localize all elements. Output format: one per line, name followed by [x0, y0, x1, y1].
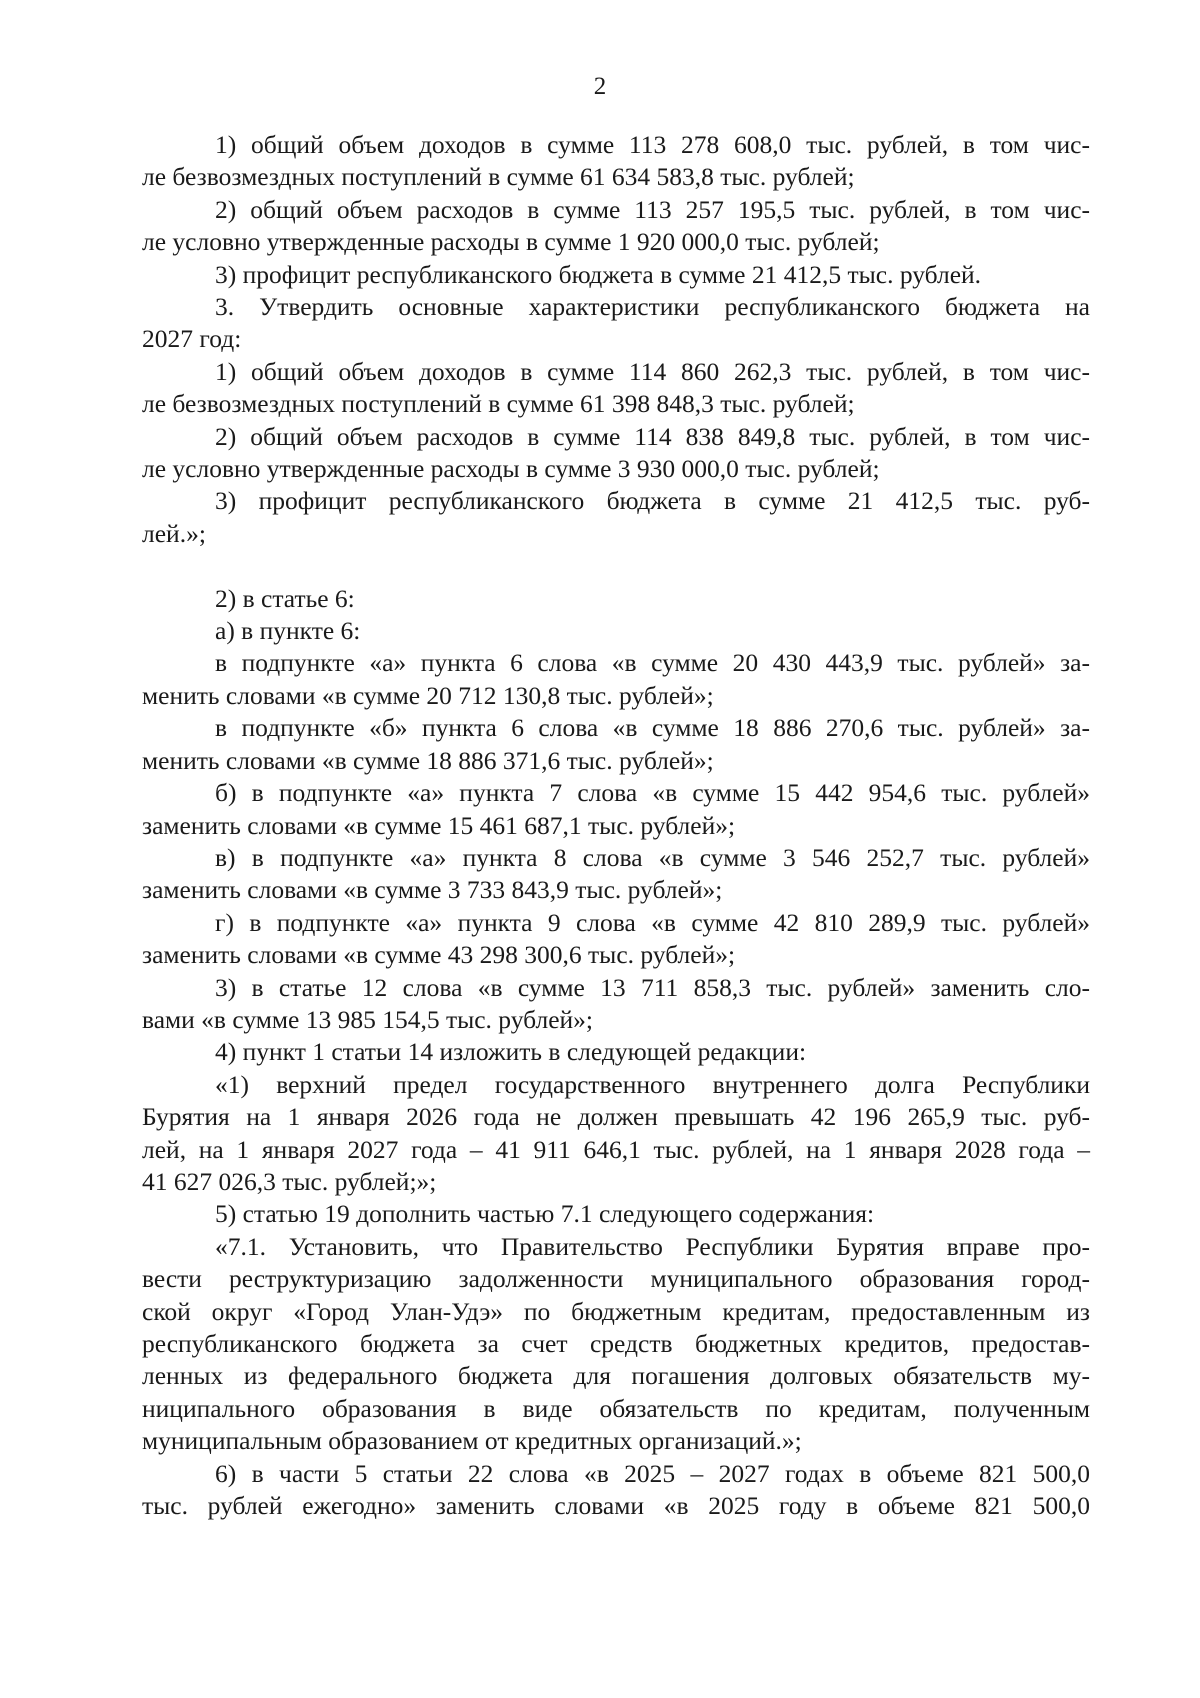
page-number: 2	[593, 73, 607, 100]
text-line: а) в пункте 6:	[215, 616, 361, 646]
text-line: тыс. рублей ежегодно» заменить словами «в 2025 году в объеме 821 500,0	[142, 1491, 1090, 1521]
text-line: вести реструктуризацию задолженности муниципального образования город-	[142, 1264, 1090, 1294]
text-line: б) в подпункте «а» пункта 7 слова «в сумме 15 442 954,6 тыс. рублей»	[215, 778, 1090, 808]
text-line: муниципальным образованием от кредитных организаций.»;	[142, 1426, 802, 1456]
text-line: заменить словами «в сумме 43 298 300,6 тыс. рублей»;	[142, 940, 736, 970]
text-line: 3) профицит республиканского бюджета в сумме 21 412,5 тыс. рублей.	[215, 259, 982, 289]
text-line: 1) общий объем доходов в сумме 113 278 608,0 тыс. рублей, в том чис-	[215, 130, 1090, 159]
text-line: заменить словами «в сумме 3 733 843,9 тыс. рублей»;	[142, 875, 723, 905]
text-line: 2) общий объем расходов в сумме 114 838 849,8 тыс. рублей, в том чис-	[215, 421, 1090, 451]
text-line: лей.»;	[142, 518, 206, 548]
text-line: «7.1. Установить, что Правительство Республики Бурятия вправе про-	[215, 1231, 1090, 1261]
text-line: вами «в сумме 13 985 154,5 тыс. рублей»;	[142, 1004, 593, 1034]
paragraph-gap	[142, 550, 1090, 582]
text-line: 1) общий объем доходов в сумме 114 860 262,3 тыс. рублей, в том чис-	[215, 356, 1090, 386]
text-line: ленных из федерального бюджета для погашения долговых обязательств му-	[142, 1361, 1090, 1391]
text-line: менить словами «в сумме 20 712 130,8 тыс. рублей»;	[142, 680, 714, 710]
text-line: 41 627 026,3 тыс. рублей;»;	[142, 1166, 437, 1196]
text-line: в) в подпункте «а» пункта 8 слова «в сумме 3 546 252,7 тыс. рублей»	[215, 842, 1090, 872]
text-line: 4) пункт 1 статьи 14 изложить в следующей редакции:	[215, 1037, 807, 1067]
text-line: 6) в части 5 статьи 22 слова «в 2025 – 2027 годах в объеме 821 500,0	[215, 1458, 1090, 1488]
text-line: 5) статью 19 дополнить частью 7.1 следующего содержания:	[215, 1199, 875, 1229]
text-line: ле безвозмездных поступлений в сумме 61 634 583,8 тыс. рублей;	[142, 162, 855, 192]
text-line: г) в подпункте «а» пункта 9 слова «в сумме 42 810 289,9 тыс. рублей»	[215, 907, 1090, 937]
text-line: ле условно утвержденные расходы в сумме 3 930 000,0 тыс. рублей;	[142, 454, 880, 484]
text-line: 3) в статье 12 слова «в сумме 13 711 858,3 тыс. рублей» заменить сло-	[215, 972, 1090, 1002]
text-line: 2027 год:	[142, 324, 242, 354]
text-line: лей, на 1 января 2027 года – 41 911 646,1 тыс. рублей, на 1 января 2028 года –	[142, 1134, 1090, 1164]
text-line: ниципального образования в виде обязательств по кредитам, полученным	[142, 1393, 1090, 1423]
text-line: менить словами «в сумме 18 886 371,6 тыс. рублей»;	[142, 745, 714, 775]
text-line: ле безвозмездных поступлений в сумме 61 398 848,3 тыс. рублей;	[142, 389, 855, 419]
text-line: 3. Утвердить основные характеристики республиканского бюджета на	[215, 292, 1090, 322]
text-line: Бурятия на 1 января 2026 года не должен превышать 42 196 265,9 тыс. руб-	[142, 1102, 1090, 1132]
document-body	[142, 129, 1090, 1522]
text-line: 2) в статье 6:	[215, 583, 355, 613]
text-line: в подпункте «б» пункта 6 слова «в сумме 18 886 270,6 тыс. рублей» за-	[215, 713, 1090, 743]
text-line: республиканского бюджета за счет средств бюджетных кредитов, предостав-	[142, 1329, 1090, 1359]
text-line: «1) верхний предел государственного внутреннего долга Республики	[215, 1069, 1090, 1099]
text-line: ской округ «Город Улан-Удэ» по бюджетным кредитам, предоставленным из	[142, 1296, 1090, 1326]
text-line: в подпункте «а» пункта 6 слова «в сумме 20 430 443,9 тыс. рублей» за-	[215, 648, 1090, 678]
text-line: 2) общий объем расходов в сумме 113 257 195,5 тыс. рублей, в том чис-	[215, 194, 1090, 224]
text-line: заменить словами «в сумме 15 461 687,1 тыс. рублей»;	[142, 810, 736, 840]
text-line: ле условно утвержденные расходы в сумме 1 920 000,0 тыс. рублей;	[142, 227, 880, 257]
text-line: 3) профицит республиканского бюджета в сумме 21 412,5 тыс. руб-	[215, 486, 1090, 516]
